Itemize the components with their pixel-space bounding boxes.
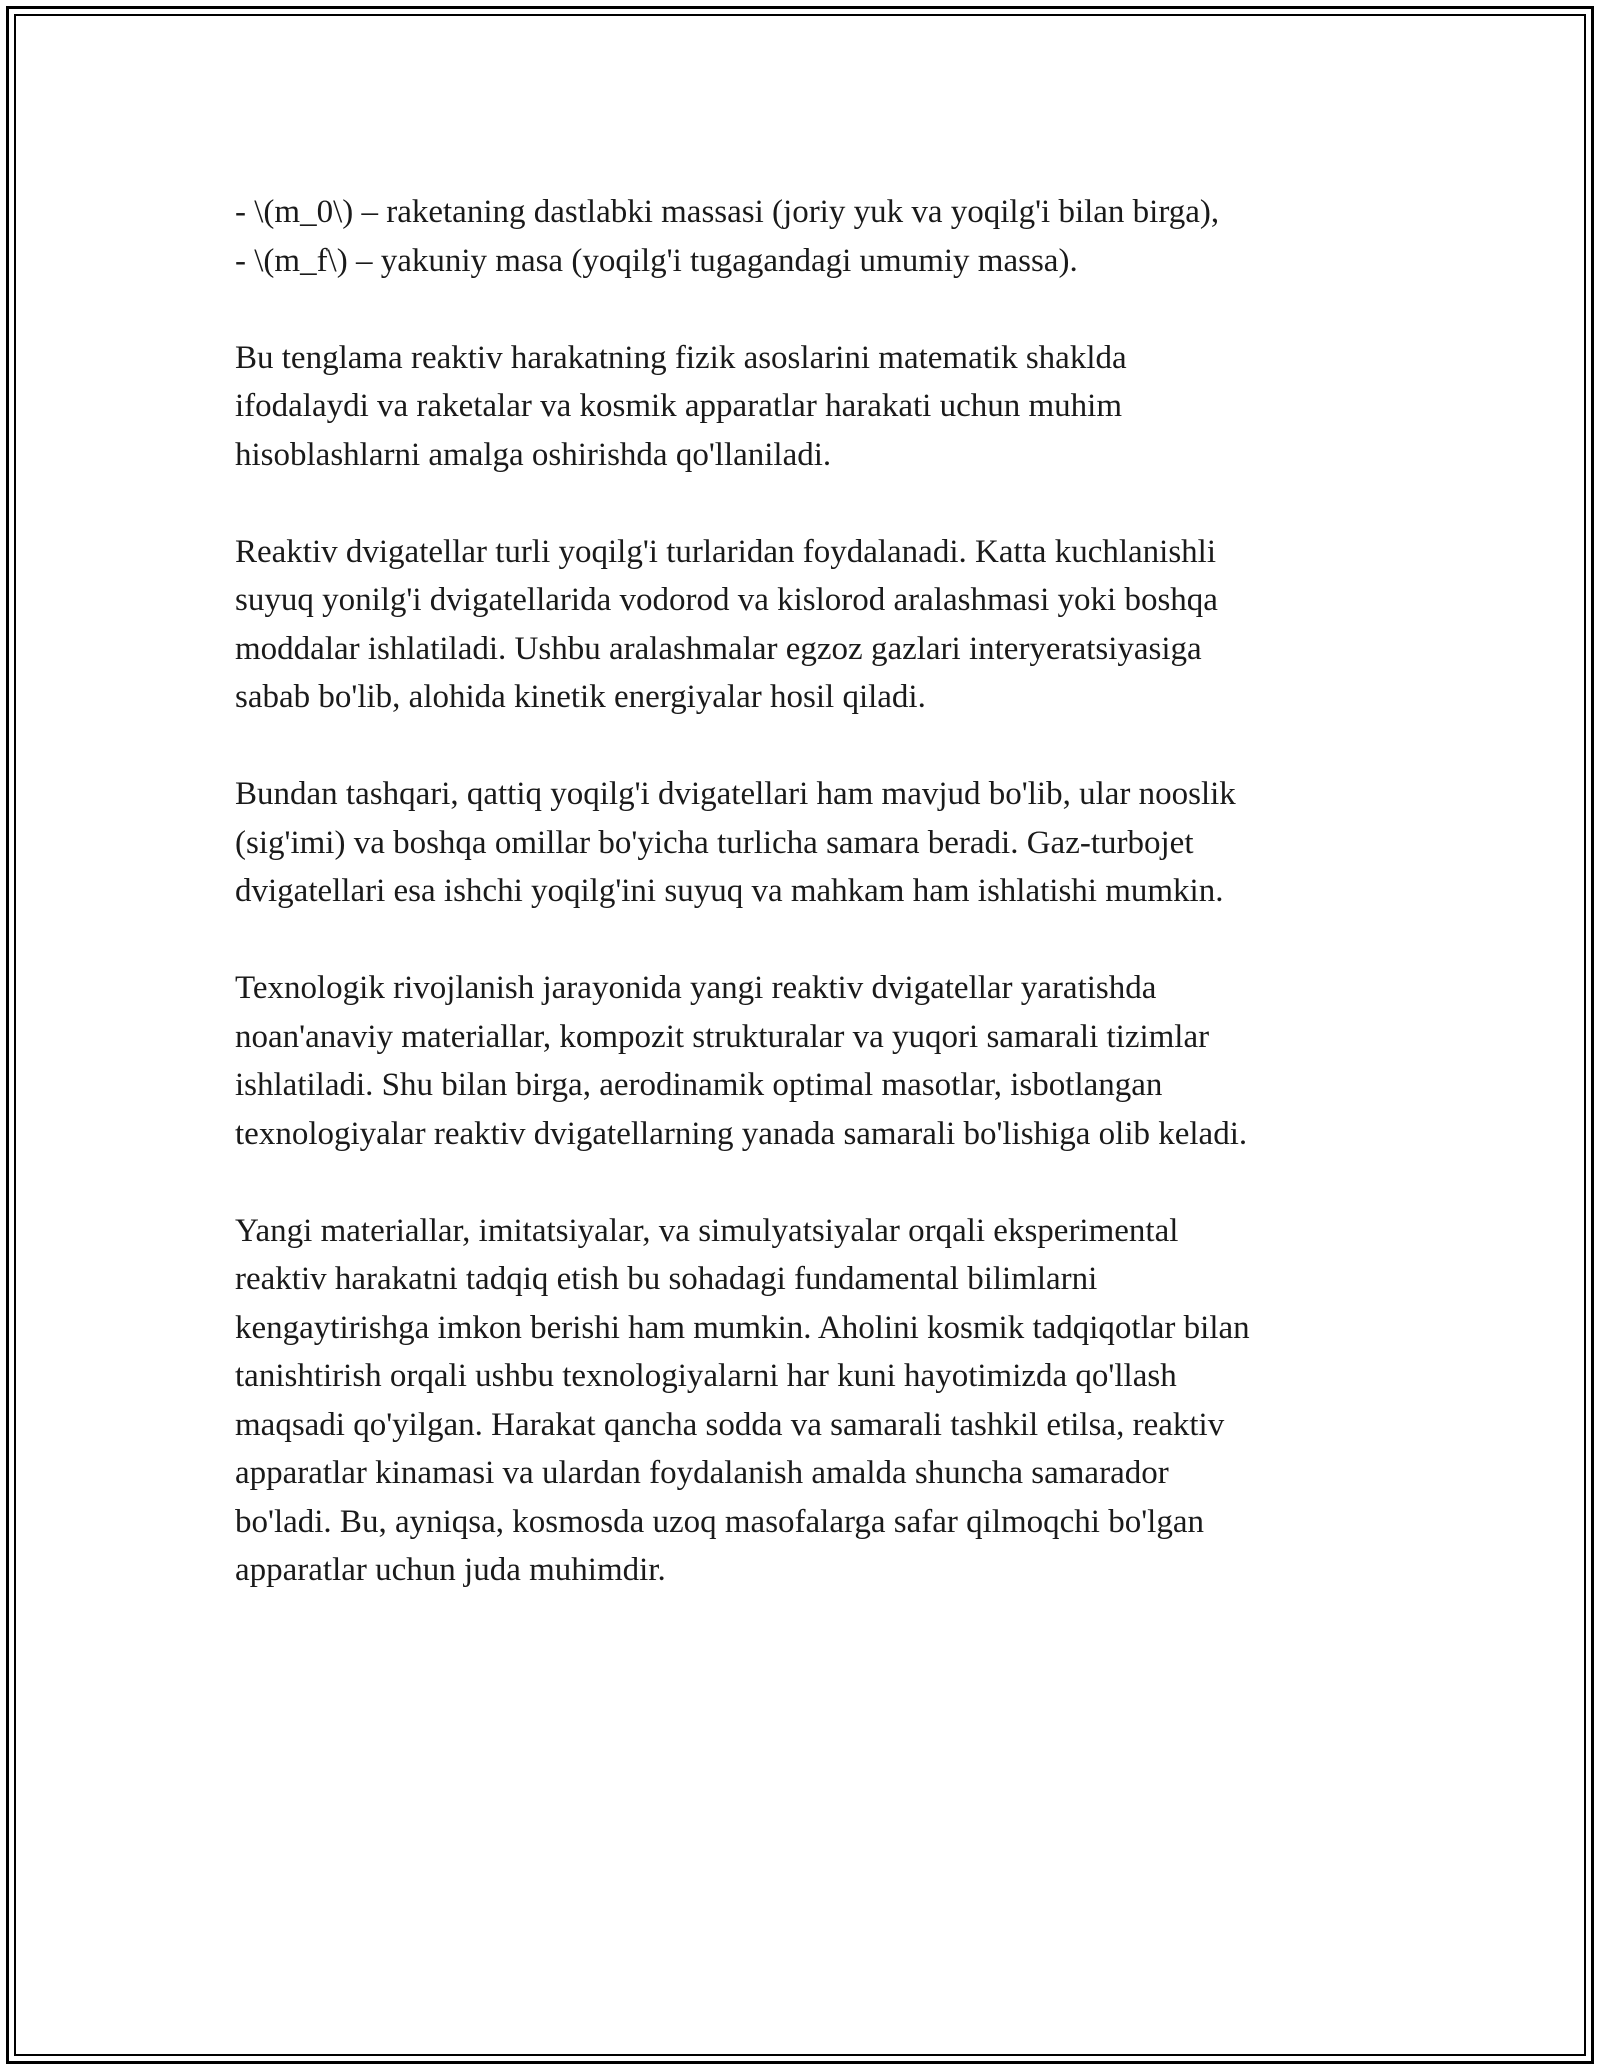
paragraph-technology: Texnologik rivojlanish jarayonida yangi reaktiv dvigatellar yaratishda noan'anaviy materiallar, kompozit strukturalar va yuqori samarali tizimlar ishlatiladi. Shu bilan birga, aerodinamik optimal masotlar, isbotlangan texnologiyalar reaktiv dvigatellarning yanada samarali bo'lishiga olib keladi. <box>235 970 1248 1152</box>
paragraph-research: Yangi materiallar, imitatsiyalar, va simulyatsiyalar orqali eksperimental reaktiv harakatni tadqiq etish bu sohadagi fundamental bilimlarni kengaytirishga imkon berishi ham mumkin. Aholini kosmik tadqiqotlar bilan tanishtirish orqali ushbu texnologiyalarni har kuni hayotimizda qo'llash maqsadi qo'yilgan. Harakat qancha sodda va samarali tashkil etilsa, reaktiv apparatlar kinamasi va ulardan foydalanish amalda shuncha samarador bo'ladi. Bu, ayniqsa, kosmosda uzoq masofalarga safar qilmoqchi bo'lgan apparatlar uchun juda muhimdir. <box>235 1212 1250 1588</box>
paragraph-fuel-types: Reaktiv dvigatellar turli yoqilg'i turlaridan foydalanadi. Katta kuchlanishli suyuq yonilg'i dvigatellarida vodorod va kislorod aralashmasi yoki boshqa moddalar ishlatiladi. Ushbu aralashmalar egzoz gazlari interyeratsiyasiga sabab bo'lib, alohida kinetik energiyalar hosil qiladi. <box>235 533 1218 715</box>
variable-definitions: - \(m_0\) – raketaning dastlabki massasi (joriy yuk va yoqilg'i bilan birga), - \(m_f\) – yakuniy masa (yoqilg'i tugagandagi umumiy massa). <box>235 194 1220 279</box>
document-body <box>235 188 1370 1643</box>
paragraph-equation-summary: Bu tenglama reaktiv harakatning fizik asoslarini matematik shaklda ifodalaydi va raketalar va kosmik apparatlar harakati uchun muhim hisoblashlarni amalga oshirishda qo'llaniladi. <box>235 339 1127 473</box>
paragraph-solid-fuel: Bundan tashqari, qattiq yoqilg'i dvigatellari ham mavjud bo'lib, ular nooslik (sig'imi) va boshqa omillar bo'yicha turlicha samara beradi. Gaz-turbojet dvigatellari esa ishchi yoqilg'ini suyuq va mahkam ham ishlatishi mumkin. <box>235 776 1236 909</box>
